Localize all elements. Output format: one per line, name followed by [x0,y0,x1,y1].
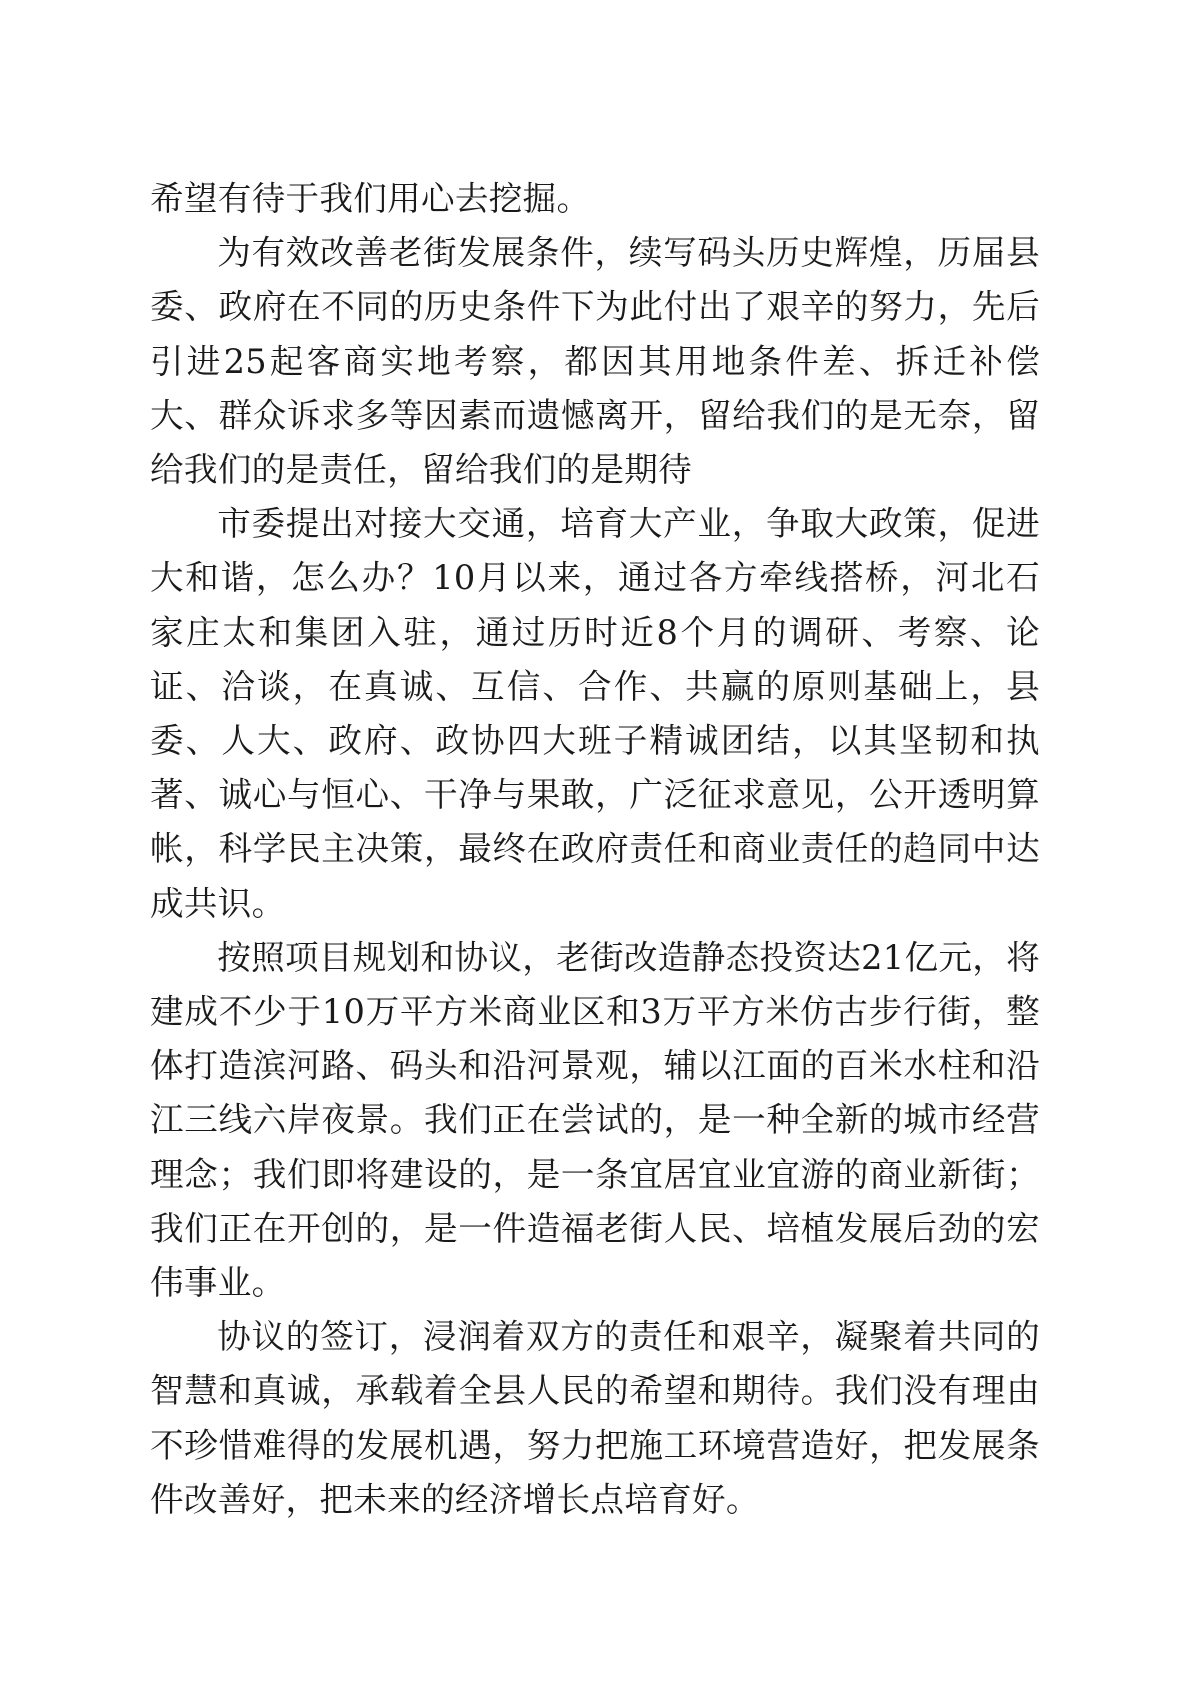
paragraph-consensus: 市委提出对接大交通，培育大产业，争取大政策，促进大和谐，怎么办？10月以来，通过各方牵线搭桥，河北石家庄太和集团入驻，通过历时近8个月的调研、考察、论证、洽谈，在真诚、互信、合作、共赢的原则基础上，县委、人大、政府、政协四大班子精诚团结，以其坚韧和执著、诚心与恒心、干净与果敢，广泛征求意见，公开透明算帐，科学民主决策，最终在政府责任和商业责任的趋同中达成共识。 [150,504,1040,923]
paragraph-project-plan: 按照项目规划和协议，老街改造静态投资达21亿元，将建成不少于10万平方米商业区和3万平方米仿古步行街，整体打造滨河路、码头和沿河景观，辅以江面的百米水柱和沿江三线六岸夜景。我们正在尝试的，是一种全新的城市经营理念；我们即将建设的，是一条宜居宜业宜游的商业新街；我们正在开创的，是一件造福老街人民、培植发展后劲的宏伟事业。 [150,937,1040,1303]
document-body [150,172,1040,1527]
paragraph-history: 为有效改善老街发展条件，续写码头历史辉煌，历届县委、政府在不同的历史条件下为此付出了艰辛的努力，先后引进25起客商实地考察，都因其用地条件差、拆迁补偿大、群众诉求多等因素而遗憾离开，留给我们的是无奈，留给我们的是责任，留给我们的是期待 [150,233,1040,490]
paragraph-agreement: 协议的签订，浸润着双方的责任和艰辛，凝聚着共同的智慧和真诚，承载着全县人民的希望和期待。我们没有理由不珍惜难得的发展机遇，努力把施工环境营造好，把发展条件改善好，把未来的经济增长点培育好。 [150,1317,1040,1519]
paragraph-continuation: 希望有待于我们用心去挖掘。 [150,179,591,218]
